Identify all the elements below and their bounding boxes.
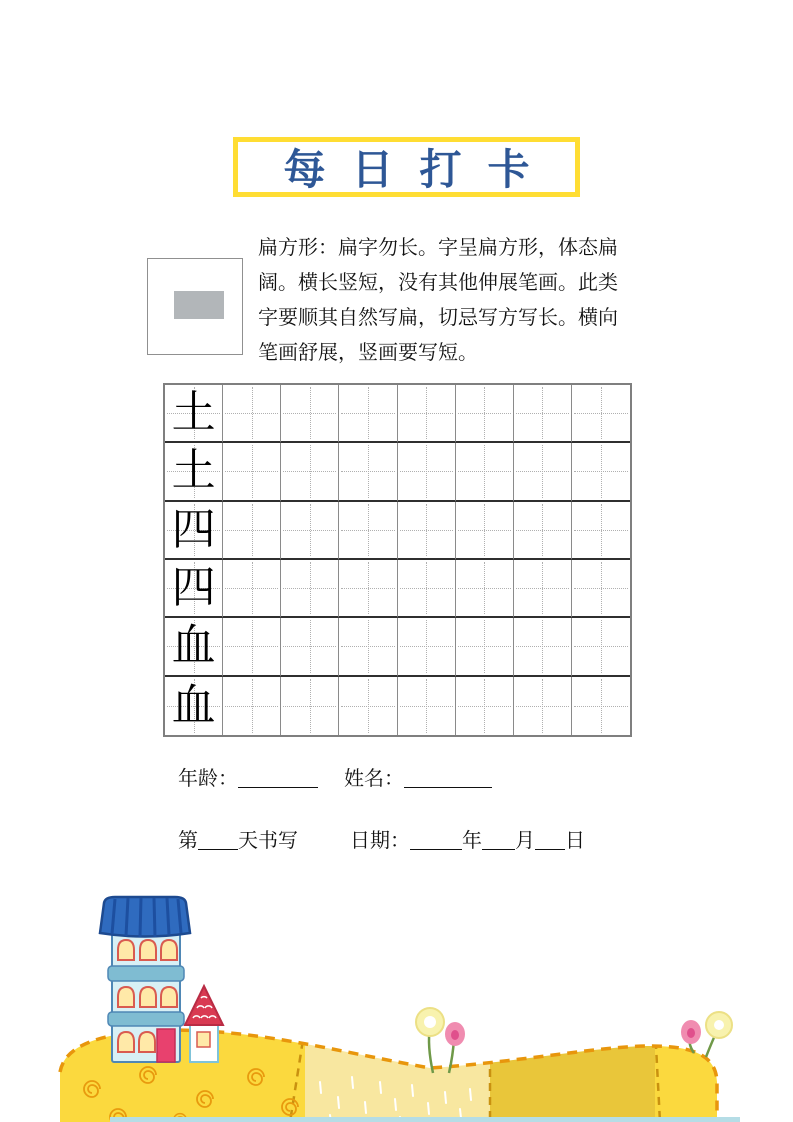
grid-cell-empty (223, 618, 281, 676)
shape-demo-box (147, 258, 243, 355)
grid-cell-empty (398, 385, 456, 443)
grid-cell-empty (514, 385, 572, 443)
practice-character: 土 (171, 446, 216, 496)
form-line-age-name (178, 762, 492, 791)
grid-cell-empty (572, 502, 630, 560)
age-label: 年龄： (178, 768, 238, 790)
small-house-window (197, 1032, 210, 1047)
grid-cell-empty (514, 502, 572, 560)
grid-cell-empty (572, 677, 630, 735)
intro-line: 字要顺其自然写扁，切忌写方写长。横向 (258, 307, 618, 329)
grid-cell-empty (514, 677, 572, 735)
name-label: 姓名： (344, 768, 404, 790)
grid-cell-empty (281, 502, 339, 560)
grid-cell-character (165, 560, 223, 618)
grid-cell-empty (456, 677, 514, 735)
grid-cell-character (165, 677, 223, 735)
grid-cell-empty (456, 385, 514, 443)
grid-cell-empty (281, 443, 339, 501)
page-title: 每日打卡 (283, 146, 556, 193)
grid-cell-empty (339, 677, 397, 735)
day-prefix-label: 第 (178, 830, 198, 852)
practice-character: 四 (171, 563, 216, 613)
grid-cell-empty (281, 618, 339, 676)
grid-cell-character (165, 443, 223, 501)
grid-cell-empty (514, 443, 572, 501)
bottom-strip (110, 1117, 740, 1122)
date-label: 日期： (350, 830, 410, 852)
grid-cell-character (165, 502, 223, 560)
grid-cell-empty (339, 560, 397, 618)
grid-cell-empty (456, 560, 514, 618)
grid-cell-empty (572, 385, 630, 443)
grid-cell-empty (398, 618, 456, 676)
grid-cell-empty (339, 618, 397, 676)
tall-house (100, 897, 190, 1062)
grid-cell-empty (514, 618, 572, 676)
practice-grid (163, 383, 632, 737)
grid-cell-empty (572, 618, 630, 676)
date-month-blank (482, 829, 515, 850)
day-number-blank (198, 829, 238, 850)
intro-line: 扁方形：扁字勿长。字呈扁方形，体态扁 (258, 237, 618, 259)
day-label: 日 (565, 830, 585, 852)
small-house (185, 986, 223, 1062)
title-box (233, 137, 580, 197)
footer-illustration (0, 877, 793, 1122)
date-year-blank (410, 829, 462, 850)
grid-cell-empty (223, 385, 281, 443)
intro-paragraph (258, 231, 658, 371)
grid-cell-character (165, 385, 223, 443)
grid-cell-empty (223, 677, 281, 735)
grid-cell-empty (398, 560, 456, 618)
grid-cell-empty (456, 443, 514, 501)
practice-character: 土 (171, 388, 216, 438)
grid-cell-empty (456, 502, 514, 560)
grid-cell-empty (223, 502, 281, 560)
grid-cell-empty (223, 560, 281, 618)
intro-line: 笔画舒展，竖画要写短。 (258, 342, 478, 364)
grid-cell-character (165, 618, 223, 676)
grid-cell-empty (281, 385, 339, 443)
form-line-day-date (178, 824, 585, 853)
name-blank (404, 767, 492, 788)
grid-cell-empty (398, 502, 456, 560)
grid-cell-empty (572, 560, 630, 618)
practice-character: 血 (171, 621, 216, 671)
grid-cell-empty (514, 560, 572, 618)
house-door (157, 1029, 175, 1062)
year-label: 年 (462, 830, 482, 852)
intro-line: 阔。横长竖短，没有其他伸展笔画。此类 (258, 272, 618, 294)
grid-cell-empty (223, 443, 281, 501)
practice-character: 血 (171, 680, 216, 730)
grid-cell-empty (339, 385, 397, 443)
grid-cell-empty (281, 560, 339, 618)
grid-cell-empty (398, 677, 456, 735)
grid-cell-empty (572, 443, 630, 501)
grid-cell-empty (456, 618, 514, 676)
month-label: 月 (515, 830, 535, 852)
grid-cell-empty (339, 502, 397, 560)
day-suffix-label: 天书写 (238, 830, 298, 852)
grid-cell-empty (339, 443, 397, 501)
flowers-left (416, 1008, 465, 1073)
flat-rectangle-demo (174, 291, 224, 319)
practice-character: 四 (171, 504, 216, 554)
grid-cell-empty (398, 443, 456, 501)
date-day-blank (535, 829, 565, 850)
grid-cell-empty (281, 677, 339, 735)
age-blank (238, 767, 318, 788)
